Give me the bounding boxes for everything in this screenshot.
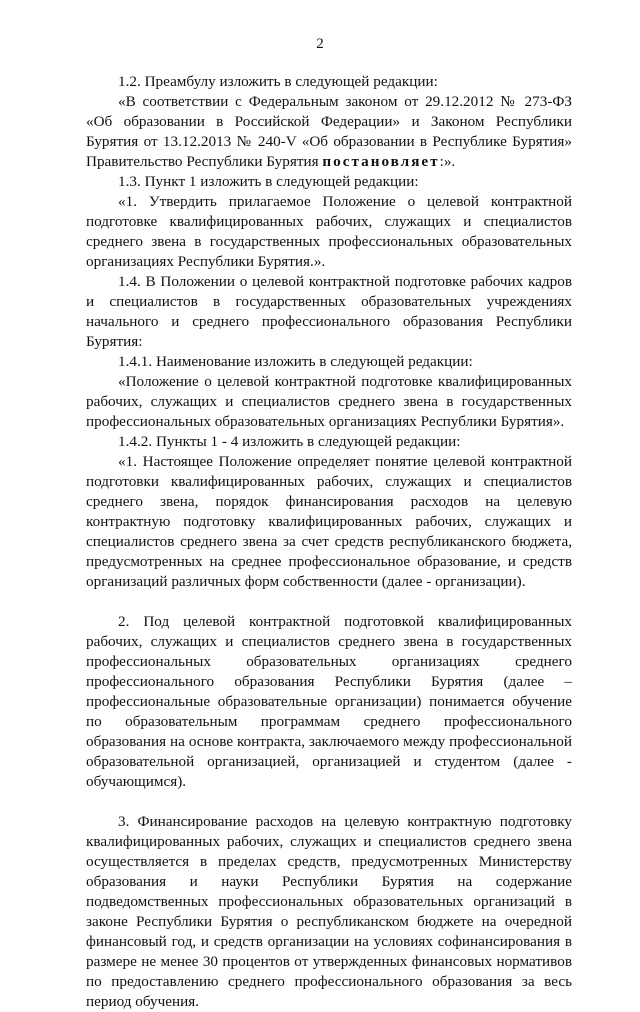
paragraph-1-4-1: 1.4.1. Наименование изложить в следующей редакции: bbox=[118, 353, 473, 370]
preamble-end: :». bbox=[439, 153, 456, 170]
paragraph-clause-2: 2. Под целевой контрактной подготовкой квалифицированных рабочих, служащих и специалистов среднего звена в государственных профессиональных образовательных организациях среднего профессионального образования Республики Бурятия (далее – профессиональные образовательные организации) понимается обучение по образовательным программам среднего профессионального образования на основе контракта, заключаемого между профессиональной образовательной организацией, организацией и студентом (далее - обучающимся). bbox=[86, 613, 572, 790]
preamble-resolves: постановляет bbox=[322, 153, 440, 170]
spacer bbox=[86, 792, 572, 812]
paragraph-clause-1: «1. Настоящее Положение определяет понятие целевой контрактной подготовки квалифицированных рабочих, служащих и специалистов среднего звена, порядок финансирования расходов на целевую контрактную подготовку квалифицированных рабочих, служащих и специалистов среднего звена за счет средств республиканского бюджета, предусмотренных на среднее профессиональное образование, и средств организаций различных форм собственности (далее - организации). bbox=[86, 453, 572, 590]
paragraph-1-4: 1.4. В Положении о целевой контрактной подготовке рабочих кадров и специалистов в государственных образовательных учреждениях начального и среднего профессионального образования Республики Бурятия: bbox=[86, 273, 572, 350]
document-body bbox=[86, 72, 572, 1012]
paragraph-title-quote: «Положение о целевой контрактной подготовке квалифицированных рабочих, служащих и специалистов среднего звена в государственных профессиональных образовательных организациях Республики Бурятия». bbox=[86, 373, 572, 430]
preamble-text: «В соответствии с Федеральным законом от 29.12.2012 № 273-ФЗ «Об образовании в Российской Федерации» и Законом Республики Бурятия от 13.12.2013 № 240-V «Об образовании в Республике Бурятия» Правительство Республики Бурятия bbox=[86, 93, 572, 170]
paragraph-1-4-2: 1.4.2. Пункты 1 - 4 изложить в следующей редакции: bbox=[118, 433, 461, 450]
paragraph-1-3: 1.3. Пункт 1 изложить в следующей редакции: bbox=[118, 173, 419, 190]
paragraph-1-2: 1.2. Преамбулу изложить в следующей редакции: bbox=[118, 73, 438, 90]
paragraph-clause-3: 3. Финансирование расходов на целевую контрактную подготовку квалифицированных рабочих, служащих и специалистов среднего звена осуществляется в пределах средств, предусмотренных Министерству образования и науки Республики Бурятия на содержание подведомственных профессиональных образовательных организаций в законе Республики Бурятия о республиканском бюджете на очередной финансовый год, и средств организации на условиях софинансирования в размере не менее 30 процентов от утвержденных финансовых нормативов по предоставлению среднего профессионального образования за весь период обучения. bbox=[86, 813, 572, 1010]
paragraph-preamble bbox=[86, 92, 572, 172]
paragraph-point-1: «1. Утвердить прилагаемое Положение о целевой контрактной подготовке квалифицированных рабочих, служащих и специалистов среднего звена в государственных профессиональных образовательных организациях Республики Бурятия.». bbox=[86, 193, 572, 270]
spacer bbox=[86, 592, 572, 612]
page-number: 2 bbox=[316, 36, 324, 52]
